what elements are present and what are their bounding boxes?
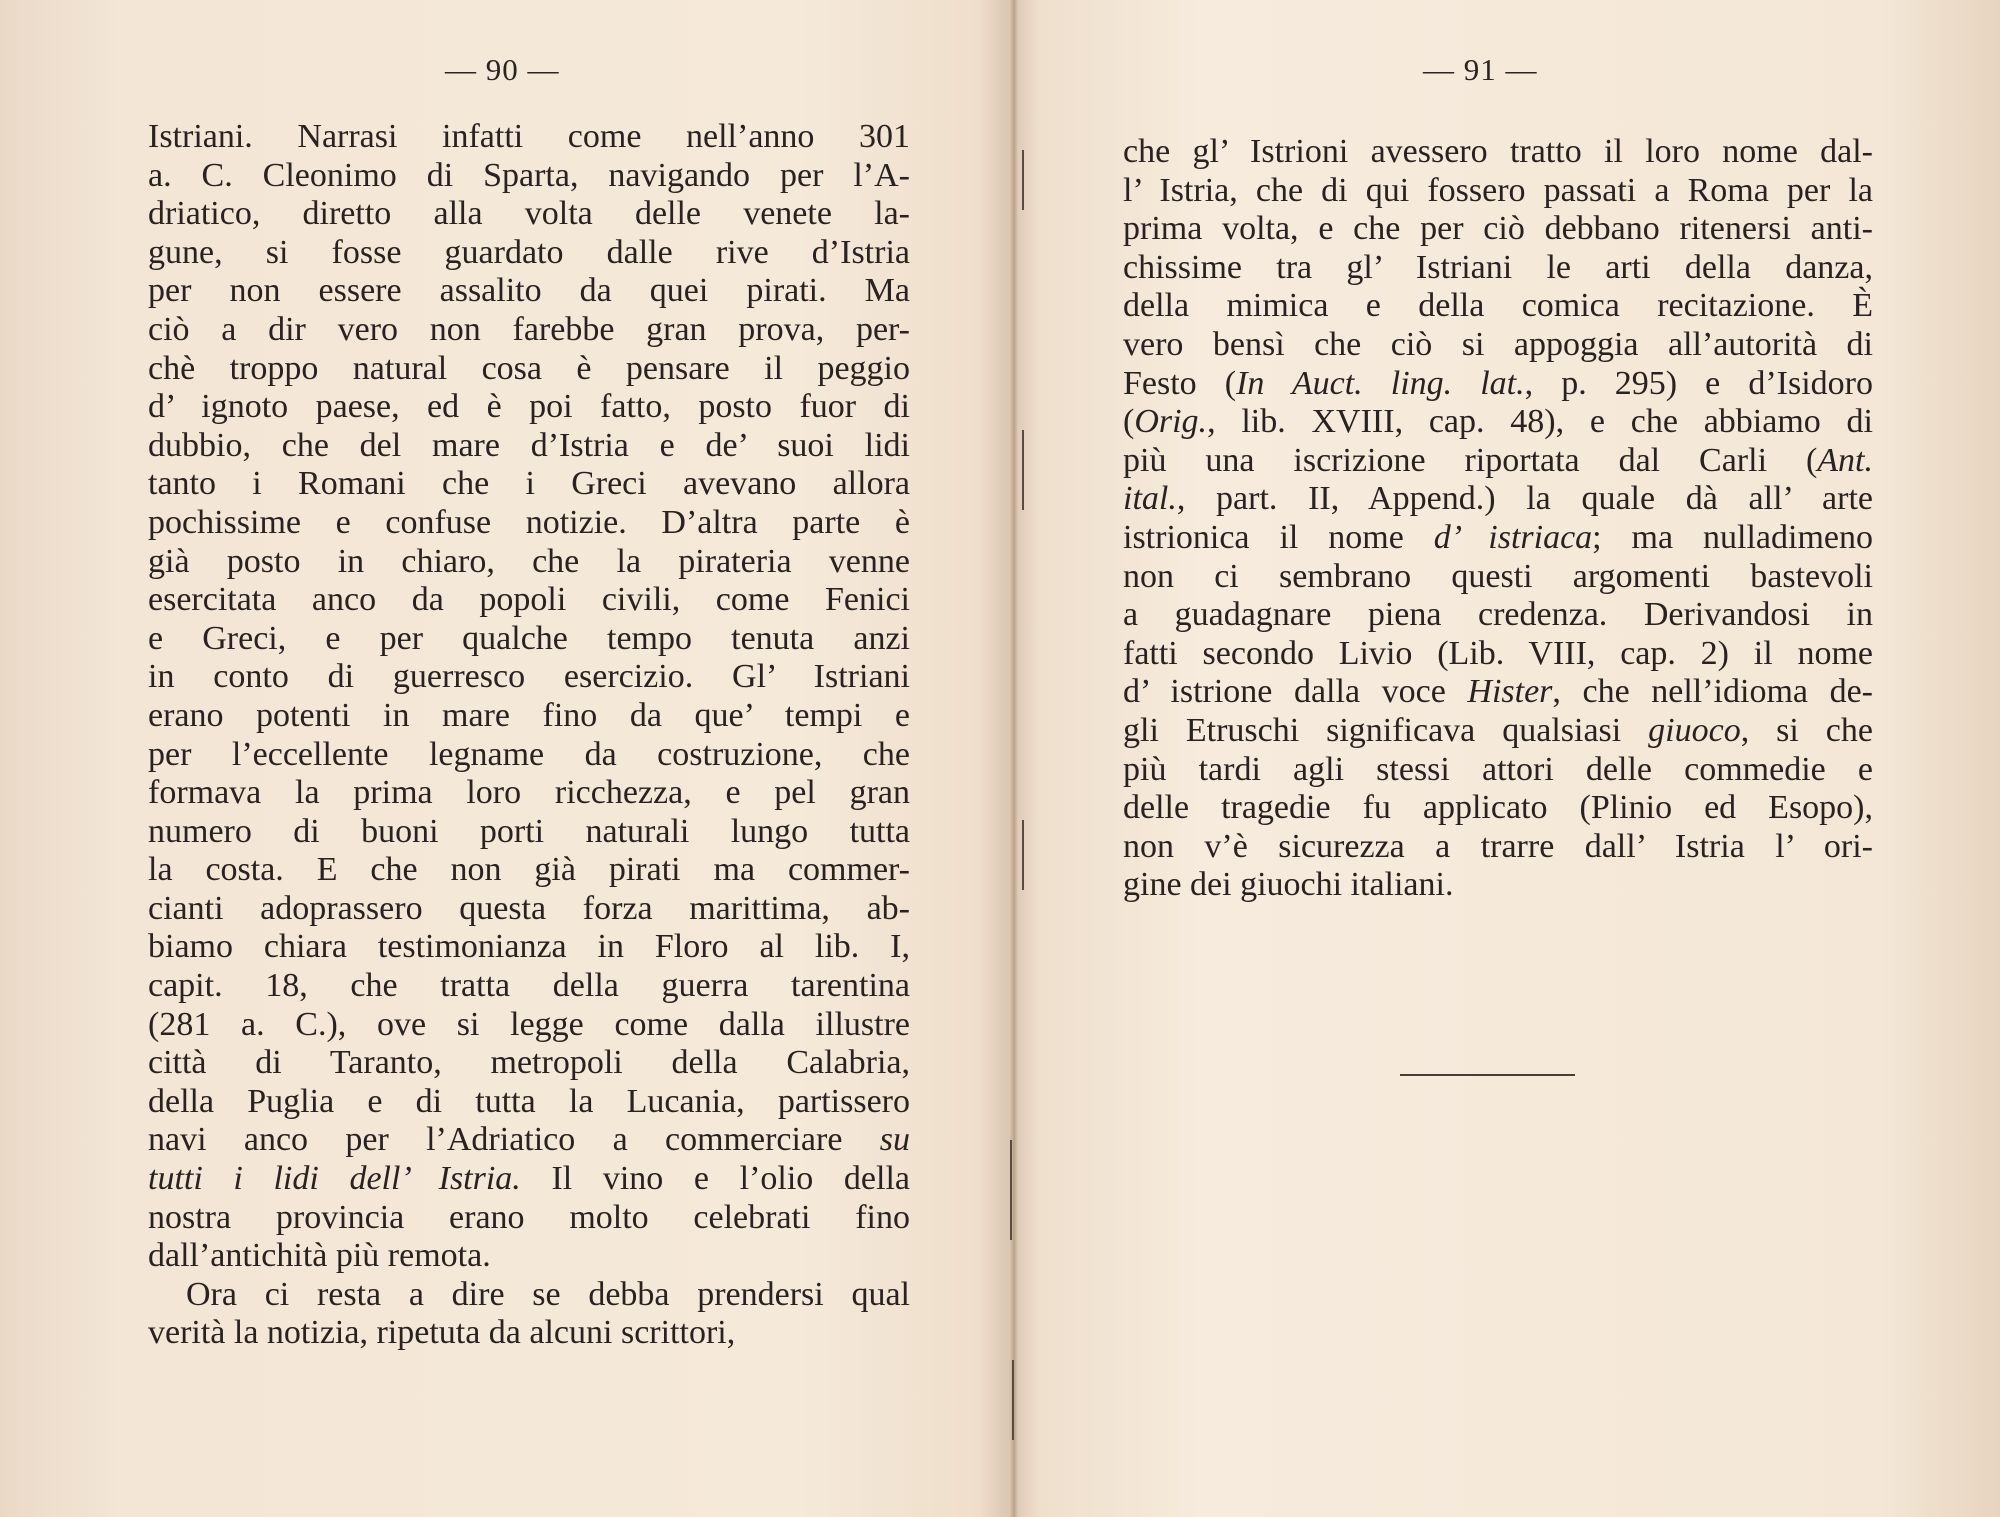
text-line	[1123, 403, 1873, 442]
text-line	[1123, 480, 1873, 519]
text-segment: driatico, diretto alla volta delle venete la-	[148, 195, 910, 233]
text-segment: a guadagnare piena credenza. Derivandosi in	[1123, 596, 1873, 634]
text-line	[148, 272, 910, 311]
text-line	[148, 195, 910, 234]
text-segment: (281 a. C.), ove si legge come dalla illustre	[148, 1005, 910, 1043]
text-segment: (	[1123, 403, 1135, 441]
text-segment: dall’antichità più remota.	[148, 1237, 491, 1275]
text-line	[148, 581, 910, 620]
text-line	[148, 813, 910, 852]
section-end-rule	[1400, 1074, 1575, 1076]
text-line	[148, 967, 910, 1006]
text-segment: più una iscrizione riportata dal Carli (	[1123, 441, 1818, 479]
page-edge-mark	[1022, 430, 1024, 510]
text-segment: in conto di guerresco esercizio. Gl’ Istriani	[148, 658, 910, 696]
text-segment: ; ma nulladimeno	[1592, 518, 1874, 556]
right-page	[1018, 0, 2000, 1517]
text-line	[148, 1160, 910, 1199]
text-segment: biamo chiara testimonianza in Floro al lib. I,	[148, 928, 910, 966]
italic-text: In Auct. ling. lat.	[1236, 364, 1525, 402]
text-segment: d’ ignoto paese, ed è poi fatto, posto fuor di	[148, 388, 910, 426]
text-segment: prima volta, e che per ciò debbano ritenersi anti-	[1123, 210, 1873, 248]
text-line	[1123, 789, 1873, 828]
text-segment: navi anco per l’Adriatico a commerciare	[148, 1121, 880, 1159]
text-line	[1123, 828, 1873, 867]
text-line	[1123, 210, 1873, 249]
text-segment: erano potenti in mare fino da que’ tempi e	[148, 696, 910, 734]
text-segment: chissime tra gl’ Istriani le arti della danza,	[1123, 248, 1873, 286]
text-line	[148, 234, 910, 273]
text-segment: d’ istrione dalla voce	[1123, 673, 1468, 711]
text-line	[1123, 596, 1873, 635]
text-line	[1123, 751, 1873, 790]
text-segment: Ora ci resta a dire se debba prendersi qual	[186, 1275, 910, 1313]
text-line	[1123, 519, 1873, 558]
text-line	[148, 774, 910, 813]
text-line	[148, 350, 910, 389]
italic-text: su	[879, 1121, 910, 1159]
italic-text: giuoco	[1648, 711, 1741, 749]
text-segment: per non essere assalito da quei pirati. Ma	[148, 272, 910, 310]
text-line	[148, 388, 910, 427]
left-page-text	[148, 118, 910, 1353]
text-line	[1123, 326, 1873, 365]
page-edge-mark	[1012, 1360, 1014, 1440]
text-segment: verità la notizia, ripetuta da alcuni scrittori,	[148, 1314, 736, 1352]
text-segment: numero di buoni porti naturali lungo tutta	[148, 812, 910, 850]
italic-text: tutti i lidi dell’ Istria.	[148, 1160, 521, 1198]
text-segment: Istriani. Narrasi infatti come nell’anno 301	[148, 118, 910, 155]
italic-text: d’ istriaca	[1433, 518, 1593, 556]
text-segment: non ci sembrano questi argomenti bastevoli	[1123, 557, 1873, 595]
text-line	[1123, 365, 1873, 404]
text-line	[1123, 172, 1873, 211]
text-line	[148, 543, 910, 582]
text-segment: cianti adoprassero questa forza marittima, ab-	[148, 889, 910, 927]
text-line	[148, 118, 910, 157]
text-line	[148, 851, 910, 890]
text-segment: Festo (	[1123, 364, 1237, 402]
text-segment: formava la prima loro ricchezza, e pel gran	[148, 774, 910, 812]
text-segment: nostra provincia erano molto celebrati fino	[148, 1198, 910, 1236]
italic-text: ital.	[1123, 480, 1177, 518]
page-number-right: — 91 —	[1423, 52, 1538, 87]
text-line	[148, 1237, 910, 1276]
text-segment: tanto i Romani che i Greci avevano allora	[148, 465, 910, 503]
text-segment: già posto in chiaro, che la pirateria venne	[148, 542, 910, 580]
text-line	[1123, 866, 1873, 905]
text-segment: la costa. E che non già pirati ma commer-	[148, 851, 910, 889]
text-segment: della Puglia e di tutta la Lucania, partissero	[148, 1082, 910, 1120]
text-line	[148, 1276, 910, 1315]
text-segment: , che nell’idioma de-	[1552, 673, 1873, 711]
text-segment: gine dei giuochi italiani.	[1123, 866, 1454, 904]
text-line	[1123, 133, 1873, 172]
text-line	[148, 620, 910, 659]
italic-text: Hister	[1467, 673, 1553, 711]
text-line	[148, 1006, 910, 1045]
page-edge-mark	[1022, 820, 1024, 890]
text-line	[148, 1083, 910, 1122]
text-segment: , lib. XVIII, cap. 48), e che abbiamo di	[1207, 403, 1873, 441]
text-segment: , p. 295) e d’Isidoro	[1524, 364, 1873, 402]
text-segment: vero bensì che ciò si appoggia all’autorità di	[1123, 325, 1873, 363]
text-segment: l’ Istria, che di qui fossero passati a Roma per la	[1123, 171, 1873, 209]
book-gutter	[1010, 0, 1018, 1517]
text-segment: delle tragedie fu applicato (Plinio ed Esopo),	[1123, 789, 1873, 827]
text-segment: città di Taranto, metropoli della Calabria,	[148, 1044, 910, 1082]
text-line	[1123, 712, 1873, 751]
text-line	[148, 928, 910, 967]
text-segment: , part. II, Append.) la quale dà all’ arte	[1176, 480, 1873, 518]
italic-text: Ant.	[1817, 441, 1873, 479]
text-line	[148, 465, 910, 504]
page-edge-mark	[1022, 150, 1024, 210]
text-segment: della mimica e della comica recitazione. È	[1123, 287, 1873, 325]
text-segment: Il vino e l’olio della	[520, 1160, 910, 1198]
text-segment: pochissime e confuse notizie. D’altra parte è	[148, 503, 910, 541]
page-edge-mark	[1010, 1140, 1012, 1240]
text-line	[148, 697, 910, 736]
text-line	[1123, 558, 1873, 597]
italic-text: Orig.	[1134, 403, 1208, 441]
text-segment: più tardi agli stessi attori delle commedie e	[1123, 750, 1873, 788]
text-segment: gune, si fosse guardato dalle rive d’Istria	[148, 233, 910, 271]
text-segment: chè troppo natural cosa è pensare il peggio	[148, 349, 910, 387]
text-segment: per l’eccellente legname da costruzione, che	[148, 735, 910, 773]
text-line	[1123, 287, 1873, 326]
text-segment: ciò a dir vero non farebbe gran prova, per-	[148, 310, 910, 348]
text-line	[1123, 249, 1873, 288]
text-line	[148, 1314, 910, 1353]
text-segment: capit. 18, che tratta della guerra tarentina	[148, 967, 910, 1005]
text-line	[148, 504, 910, 543]
text-line	[1123, 442, 1873, 481]
text-line	[148, 1121, 910, 1160]
text-segment: e Greci, e per qualche tempo tenuta anzi	[148, 619, 910, 657]
text-line	[148, 157, 910, 196]
text-line	[1123, 673, 1873, 712]
text-segment: non v’è sicurezza a trarre dall’ Istria l’ ori-	[1123, 827, 1873, 865]
text-line	[148, 1199, 910, 1238]
text-line	[148, 736, 910, 775]
text-segment: , si che	[1740, 711, 1873, 749]
page-number-left: — 90 —	[445, 52, 560, 87]
text-line	[148, 311, 910, 350]
text-segment: fatti secondo Livio (Lib. VIII, cap. 2) il nome	[1123, 634, 1873, 672]
text-line	[148, 890, 910, 929]
text-segment: esercitata anco da popoli civili, come Fenici	[148, 581, 910, 619]
right-page-text	[1123, 133, 1873, 905]
text-segment: a. C. Cleonimo di Sparta, navigando per l’A-	[148, 156, 910, 194]
text-line	[148, 427, 910, 466]
text-line	[148, 658, 910, 697]
text-segment: istrionica il nome	[1123, 518, 1434, 556]
text-segment: che gl’ Istrioni avessero tratto il loro nome dal-	[1123, 133, 1873, 170]
text-line	[148, 1044, 910, 1083]
text-segment: gli Etruschi significava qualsiasi	[1123, 711, 1649, 749]
text-line	[1123, 635, 1873, 674]
text-segment: dubbio, che del mare d’Istria e de’ suoi lidi	[148, 426, 910, 464]
